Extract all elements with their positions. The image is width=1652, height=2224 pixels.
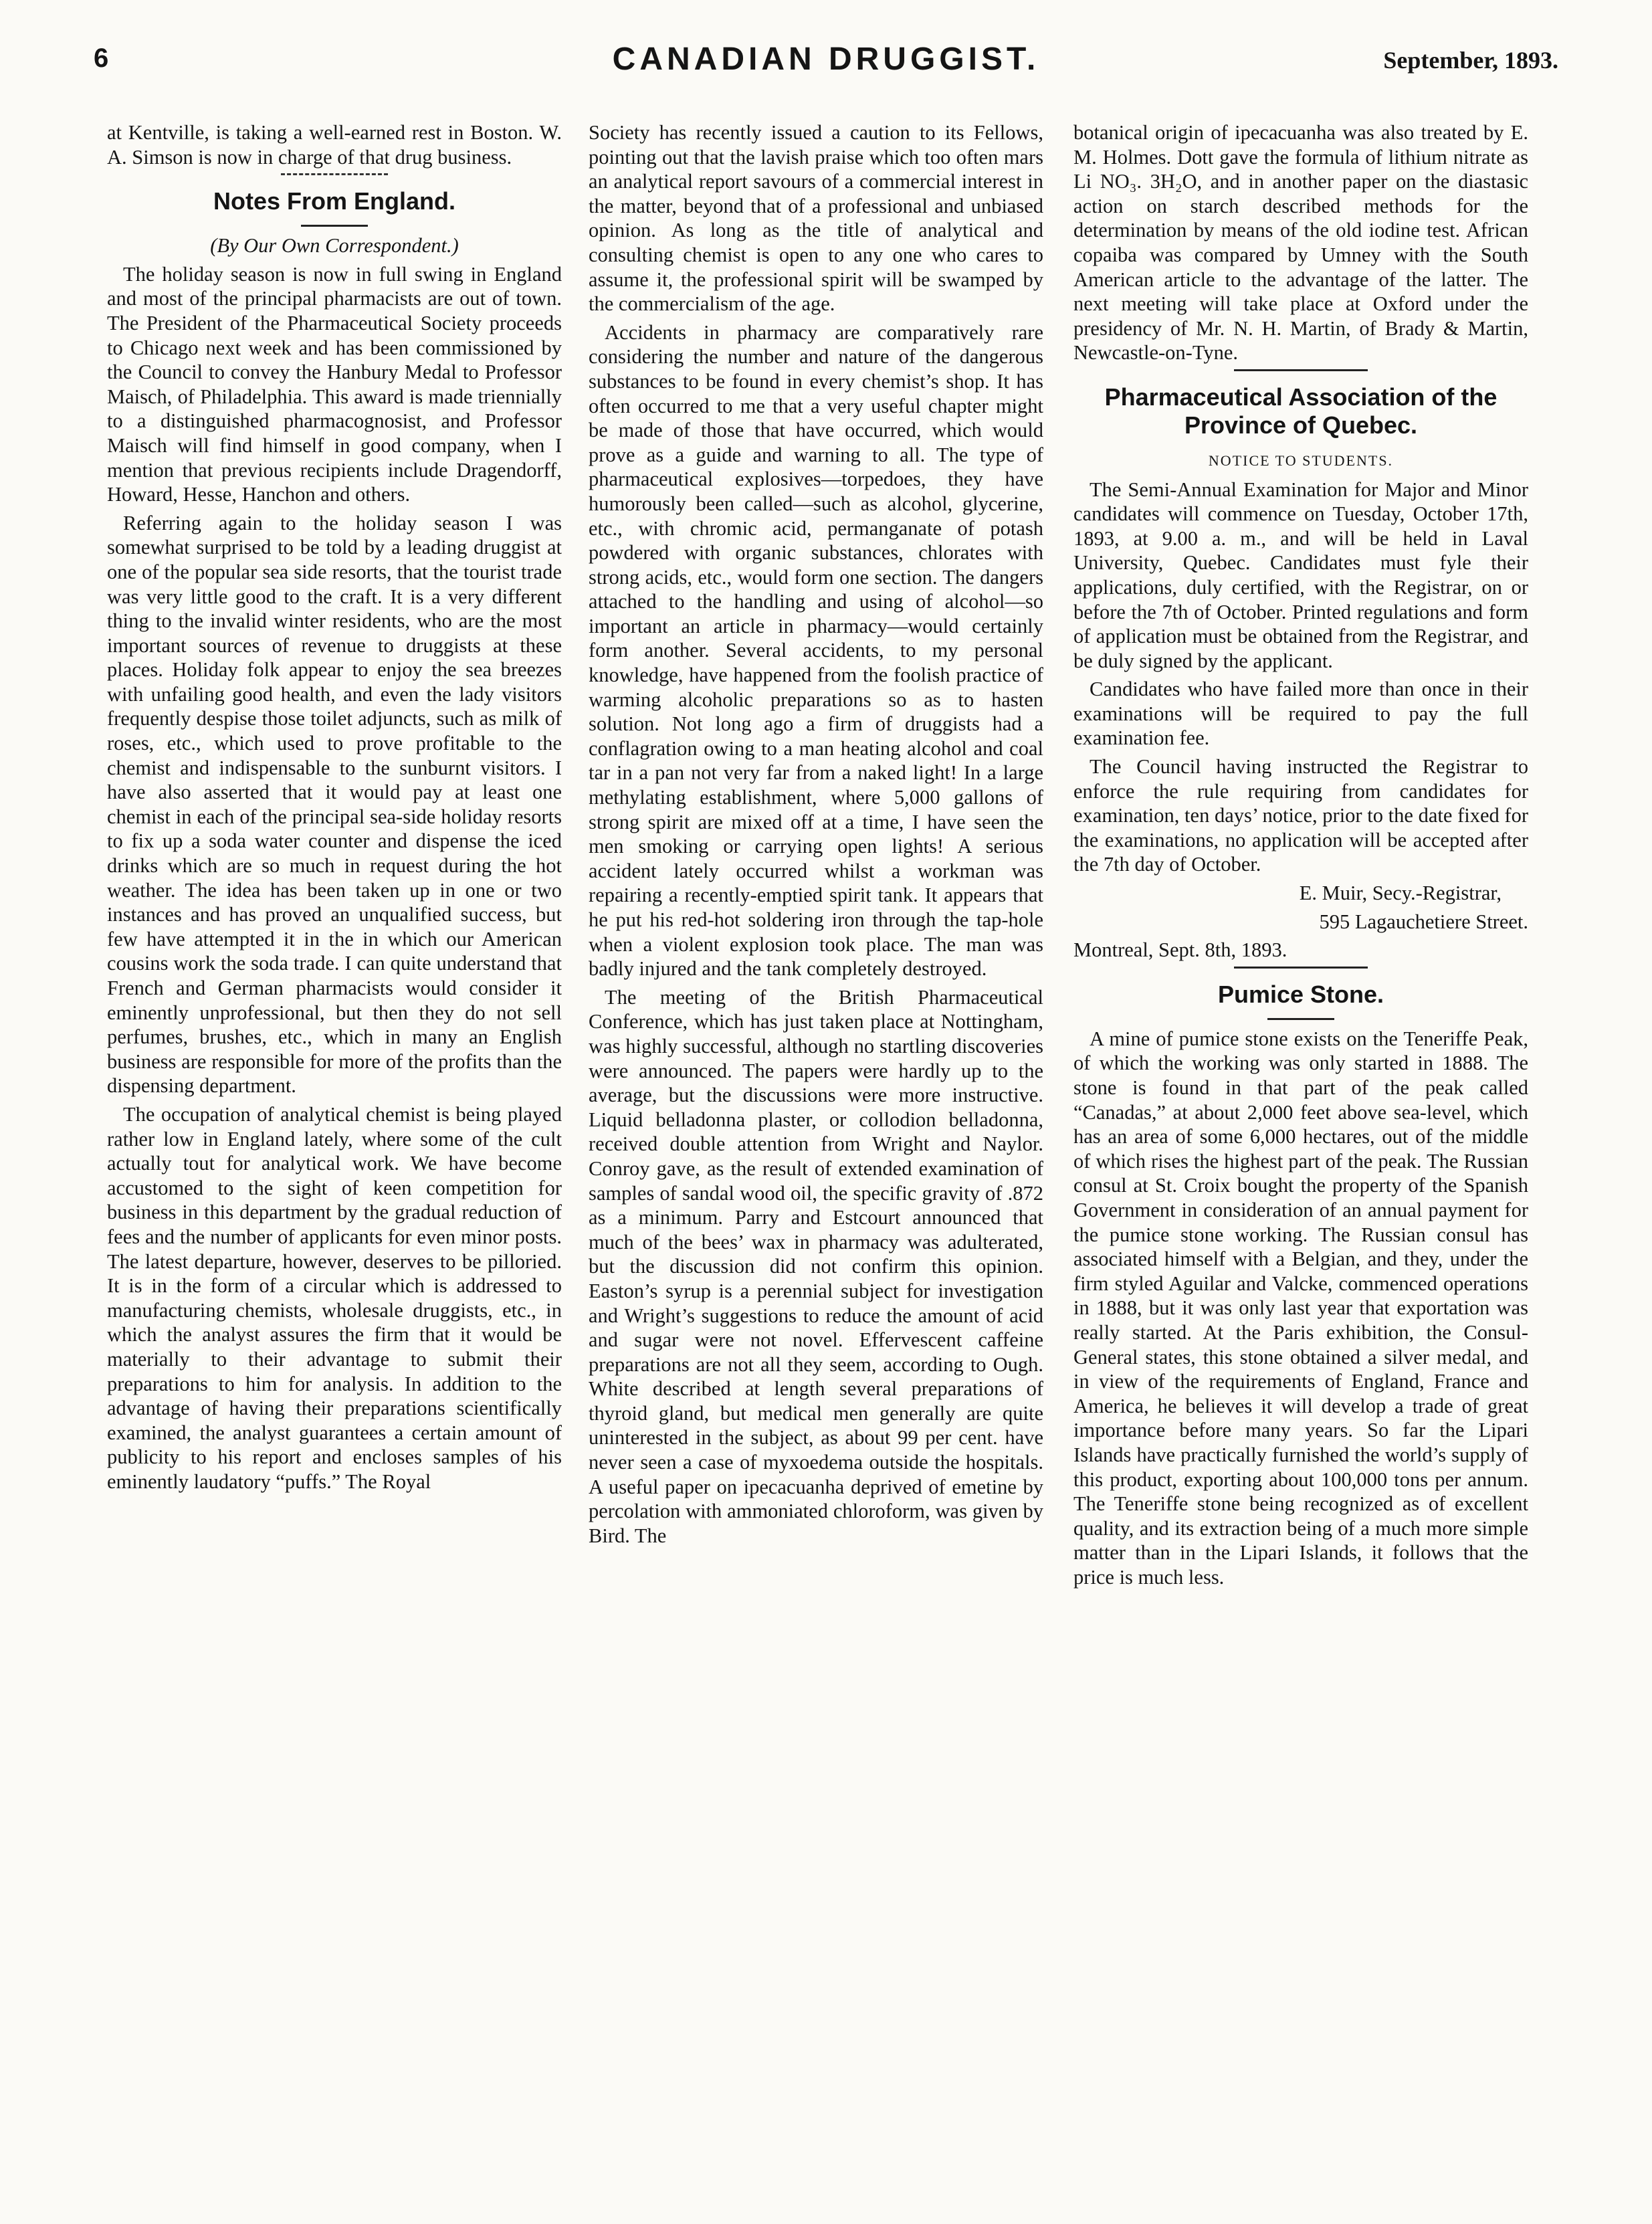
column-2 xyxy=(589,120,1043,2201)
journal-title: CANADIAN DRUGGIST. xyxy=(612,41,1040,77)
article-text: Referring again to the holiday season I was somewhat surprised to be told by a leading druggist at one of the popular sea side resorts, that the tourist trade was very little good to the craft. It is a very different thing to the invalid winter residents, who are the most important sources of revenue to druggists at these places. Holiday folk appear to enjoy the sea breezes with unfailing good health, and even the lady visitors frequently despise those toilet adjuncts, such as milk of roses, etc., which used to prove profitable to the chemist and indispensable to the sunburnt visitors. I have also asserted that it would pay at least one chemist in each of the principal sea-side holiday resorts to fix up a soda water counter and dispense the iced drinks which are so much in request during the hot weather. The idea has been taken up in one or two instances and has proved an unqualified success, but few have attempted it in the in which our American cousins work the soda trade. I can quite understand that French and German pharmacists would consider it eminently unprofessional, but then they do not sell perfumes, brushes, etc., which in many an English business are responsible for more of the profits than the dispensing department. xyxy=(107,511,562,1098)
byline: (By Our Own Correspondent.) xyxy=(210,234,459,258)
article-text: The holiday season is now in full swing in England and most of the principal pharmacists are out of town. The President of the Pharmaceutical Society proceeds to Chicago next week and has been commissioned by the Council to convey the Hanbury Medal to Professor Maisch, of Philadelphia. This award is made triennially to a distinguished pharmacognosist, and Professor Maisch will find himself in good company, when I mention that previous recipients include Dragendorff, Howard, Hesse, Hanchon and others. xyxy=(107,262,562,506)
notice-title: NOTICE TO STUDENTS. xyxy=(1208,451,1394,469)
signature-date: Montreal, Sept. 8th, 1893. xyxy=(1073,938,1287,962)
divider xyxy=(301,225,368,227)
article-text: A mine of pumice stone exists on the Teneriffe Peak, of which the working was only started in 1888. The stone is found in that part of the peak called “Canadas,” at about 2,000 feet above sea-level, which has an area of some 6,000 hectares, out of the middle of which rises the highest part of the peak. The Russian consul at St. Croix bought the property of the Spanish Government in consideration of an annual payment for the pumice stone working. The Russian consul has associated himself with a Belgian, and they, under the firm styled Aguilar and Valcke, commenced operations in 1888, but it was only last year that exportation was really started. At the Paris exhibition, the Consul-General states, this stone obtained a silver medal, and in view of the requirements of England, France and America, he believes it will develop a trade of great importance before many years. So far the Lipari Islands have practically furnished the world’s supply of this product, exporting about 100,000 tons per annum. The Teneriffe stone being recognized as of excellent quality, and its extraction being of a much more simple matter than in the Lipari Islands, it follows that the price is much less. xyxy=(1073,1027,1528,1589)
page-header xyxy=(94,37,1558,104)
article-text: at Kentville, is taking a well-earned rest in Boston. W. A. Simson is now in charge of that drug business. xyxy=(107,121,562,169)
divider xyxy=(1267,1018,1334,1020)
article-text: The Semi-Annual Examination for Major and Minor candidates will commence on Tuesday, October 17th, 1893, at 9.00 a. m., and will be held in Laval University, Quebec. Candidates must fyle their applications, duly certified, with the Registrar, on or before the 7th of October. Printed regulations and form of application must be obtained from the Registrar, and be duly signed by the applicant. xyxy=(1073,478,1528,672)
divider xyxy=(281,173,388,175)
article-text: Accidents in pharmacy are comparatively rare considering the number and nature of the dangerous substances to be found in every chemist’s shop. It has often occurred to me that a very useful chapter might be made of those that have occurred, which would prove as a guide and warning to all. The type of pharmaceutical explosives—torpedoes, they have humorously been called—such as alcohol, glycerine, etc., with chromic acid, permanganate of potash powdered with organic substances, chlorates with strong acids, etc., would form one section. The dangers attached to the handling and using of alcohol—so important an article in pharmacy—would certainly form another. Several accidents, to my personal knowledge, have happened from the foolish practice of warming alcoholic preparations so as to hasten solution. Not long ago a firm of druggists had a conflagration owing to a man heating alcohol and coal tar in a pan not very far from a naked light! In a large methylating establishment, where 5,000 gallons of strong spirit are mixed off at a time, I have seen the men smoking or carrying open lights! A serious accident lately occurred whilst a workman was repairing a recently-emptied spirit tank. It appears that he put his red-hot soldering iron through the tap-hole when a violent explosion took place. The man was badly injured and the tank completely destroyed. xyxy=(589,320,1043,981)
column-3 xyxy=(1073,120,1528,2201)
article-text: The meeting of the British Pharmaceutical Conference, which has just taken place at Nottingham, was highly successful, although no startling discoveries were announced. The papers were hardly up to the average, but the discussions were more instructive. Liquid belladonna plaster, or collodion belladonna, received double attention from Wright and Naylor. Conroy gave, as the result of extended examination of samples of sandal wood oil, the specific gravity of .872 as a minimum. Parry and Estcourt announced that much of the bees’ wax in pharmacy was adulterated, but the discussion did not confirm this opinion. Easton’s syrup is a perennial subject for investigation and Wright’s suggestions to reduce the amount of acid and sugar were not novel. Effervescent caffeine preparations are not all they seem, according to Ough. White described at length several preparations of thyroid gland, but medical men generally are quite uninterested in the subject, as about 99 per cent. have never seen a case of myxoedema outside the hospitals. A useful paper on ipecacuanha deprived of emetine by percolation with ammoniated chloroform, was given by Bird. The xyxy=(589,985,1043,1547)
article-heading: Pumice Stone. xyxy=(1217,980,1384,1008)
article-text: Candidates who have failed more than once in their examinations will be required to pay the full examination fee. xyxy=(1073,678,1528,750)
article-text: botanical origin of ipecacuanha was also treated by E. M. Holmes. Dott gave the formula of lithium nitrate as Li NO₃. 3H₂O, and in another paper on the diastasic action on starch described methods for the determination by means of the old iodine test. African copaiba was compared by Umney with the South American article to the advantage of the latter. The next meeting will take place at Oxford under the presidency of Mr. N. H. Martin, of Brady & Martin, Newcastle-on-Tyne. xyxy=(1073,121,1528,365)
article-heading: Pharmaceutical Association of the Province of Quebec. xyxy=(1104,383,1498,439)
article-heading: Notes From England. xyxy=(213,187,456,215)
signature-name: E. Muir, Secy.-Registrar, xyxy=(1299,882,1502,905)
signature-address: 595 Lagauchetiere Street. xyxy=(1319,910,1528,933)
article-text: The Council having instructed the Registrar to enforce the rule requiring from candidates for examination, ten days’ notice, prior to the date fixed for the examinations, no application will be accepted after the 7th day of October. xyxy=(1073,755,1528,876)
issue-date: September, 1893. xyxy=(1383,47,1558,74)
page-number: 6 xyxy=(94,43,109,73)
column-1 xyxy=(107,120,562,2201)
article-text: Society has recently issued a caution to its Fellows, pointing out that the lavish praise which too often mars an analytical report savours of a commercial interest in the matter, beyond that of a professional and unbiased opinion. As long as the title of analytical and consulting chemist is open to any one who cares to assume it, the professional spirit will be swamped by the commercialism of the age. xyxy=(589,121,1043,316)
divider xyxy=(1234,967,1368,969)
article-text: The occupation of analytical chemist is being played rather low in England lately, where some of the cult actually tout for analytical work. We have become accustomed to the sight of keen competition for business in this department by the gradual reduction of fees and the number of applicants for even minor posts. The latest departure, however, deserves to be pilloried. It is in the form of a circular which is addressed to manufacturing chemists, wholesale druggists, etc., in which the analyst assures the firm that it would be materially to their advantage to submit their preparations to him for analysis. In addition to the advantage of having their preparations scientifically examined, the analyst guarantees a certain amount of publicity to his report and encloses samples of his eminently laudatory “puffs.” The Royal xyxy=(107,1102,562,1493)
divider xyxy=(1234,369,1368,371)
